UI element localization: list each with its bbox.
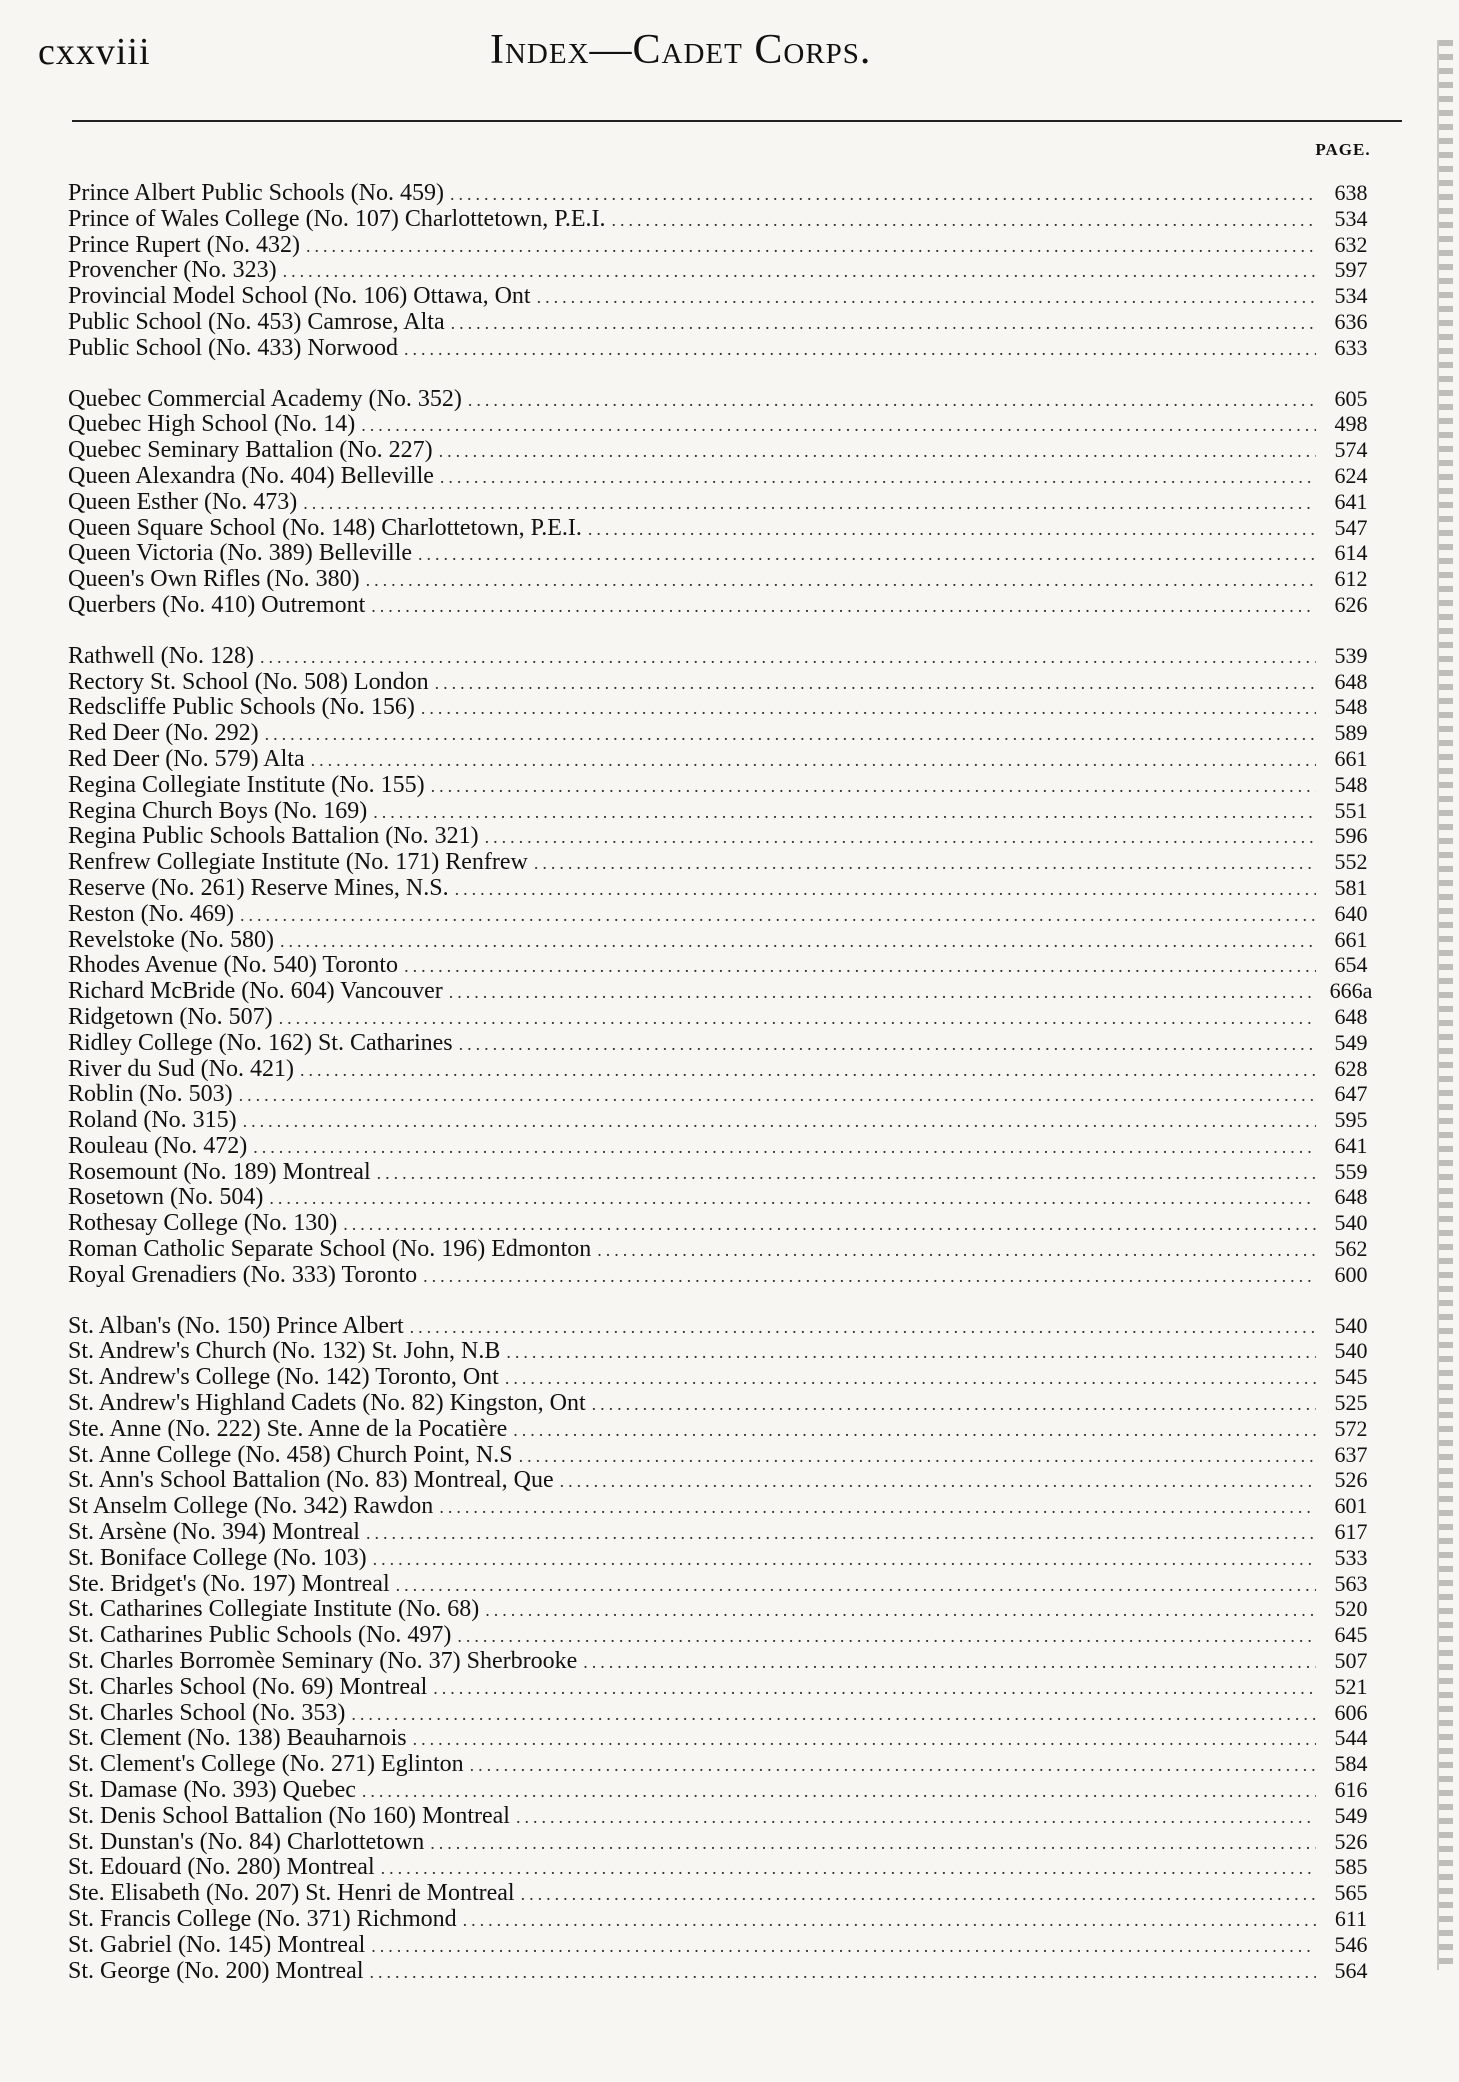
entry-name: Rouleau (No. 472)	[68, 1132, 248, 1159]
dot-leader	[418, 542, 1316, 568]
entry-page-number: 600	[1334, 1261, 1368, 1287]
entry-page-number: 641	[1334, 488, 1368, 514]
index-entry	[68, 1184, 1380, 1210]
index-entry	[68, 849, 1380, 875]
dot-leader	[377, 1161, 1316, 1187]
dot-leader	[269, 1186, 1316, 1212]
dot-leader	[243, 1109, 1316, 1135]
index-entry	[68, 283, 1380, 309]
entry-name: Ste. Elisabeth (No. 207) St. Henri de Montreal	[68, 1880, 515, 1907]
dot-leader	[430, 1831, 1316, 1857]
page-title: Index—Cadet Corps.	[490, 27, 872, 73]
dot-leader	[280, 929, 1316, 955]
entry-name: Revelstoke (No. 580)	[68, 926, 274, 953]
entry-page-number: 641	[1334, 1132, 1368, 1158]
dot-leader	[283, 259, 1316, 285]
entry-page-number: 636	[1334, 308, 1368, 334]
dot-leader	[505, 1366, 1316, 1392]
entry-name: Querbers (No. 410) Outremont	[68, 591, 366, 618]
entry-page-number: 574	[1334, 437, 1368, 463]
entry-name: Rothesay College (No. 130)	[68, 1210, 338, 1237]
entry-name: St. Edouard (No. 280) Montreal	[68, 1854, 375, 1881]
index-entry	[68, 1571, 1380, 1597]
entry-name: Queen Square School (No. 148) Charlottetown, P.E.I.	[68, 514, 582, 541]
index-entry	[68, 875, 1380, 901]
index-entry	[68, 1210, 1380, 1236]
index-group	[68, 386, 1380, 618]
entry-page-number: 559	[1334, 1158, 1368, 1184]
entry-name: Regina Church Boys (No. 169)	[68, 797, 368, 824]
entry-page-number: 611	[1334, 1906, 1368, 1931]
dot-leader	[449, 980, 1316, 1006]
entry-page-number: 595	[1334, 1107, 1368, 1133]
entry-page-number: 589	[1334, 720, 1368, 746]
dot-leader	[370, 1960, 1317, 1986]
dot-leader	[583, 1650, 1316, 1676]
entry-page-number: 565	[1334, 1880, 1368, 1906]
entry-name: Rectory St. School (No. 508) London	[68, 668, 429, 695]
entry-page-number: 507	[1334, 1648, 1368, 1674]
entry-page-number: 585	[1334, 1854, 1368, 1880]
entry-name: Red Deer (No. 579) Alta	[68, 745, 305, 772]
entry-name: Provencher (No. 323)	[68, 257, 277, 284]
entry-name: Public School (No. 433) Norwood	[68, 334, 398, 361]
entry-page-number: 637	[1334, 1441, 1368, 1467]
index-entry	[68, 746, 1380, 772]
page-header	[0, 22, 1459, 82]
index-entry	[68, 1803, 1380, 1829]
dot-leader	[439, 1495, 1316, 1521]
index-entry	[68, 772, 1380, 798]
index-entry	[68, 1416, 1380, 1442]
index-entry	[68, 1467, 1380, 1493]
page-column-label: PAGE.	[1315, 140, 1371, 159]
index-entry	[68, 1829, 1380, 1855]
entry-page-number: 648	[1334, 1003, 1368, 1029]
dot-leader	[440, 465, 1316, 491]
dot-leader	[381, 1856, 1316, 1882]
dot-leader	[485, 825, 1316, 851]
index-entry	[68, 1932, 1380, 1958]
dot-leader	[371, 1934, 1316, 1960]
index-entry	[68, 180, 1380, 206]
index-entry	[68, 1545, 1380, 1571]
entry-name: St. Andrew's Church (No. 132) St. John, N.B	[68, 1338, 501, 1365]
entry-page-number: 549	[1334, 1029, 1368, 1055]
dot-leader	[439, 439, 1316, 465]
index-entry	[68, 1133, 1380, 1159]
index-entry	[68, 1493, 1380, 1519]
entry-name: St. Denis School Battalion (No 160) Montreal	[68, 1802, 510, 1829]
entry-name: Rhodes Avenue (No. 540) Toronto	[68, 952, 399, 979]
dot-leader	[311, 748, 1316, 774]
index-entry	[68, 669, 1380, 695]
dot-leader	[519, 1444, 1316, 1470]
dot-leader	[373, 1547, 1316, 1573]
entry-name: Queen Esther (No. 473)	[68, 488, 298, 515]
entry-page-number: 548	[1334, 771, 1368, 797]
entry-page-number: 545	[1334, 1364, 1368, 1390]
entry-page-number: 526	[1334, 1467, 1368, 1493]
entry-page-number: 612	[1334, 566, 1368, 592]
entry-name: St. George (No. 200) Montreal	[68, 1957, 364, 1984]
entry-page-number: 546	[1334, 1931, 1368, 1957]
entry-name: St. Ann's School Battalion (No. 83) Montreal, Que	[68, 1467, 554, 1494]
dot-leader	[451, 311, 1316, 337]
index-entry	[68, 566, 1380, 592]
entry-page-number: 638	[1334, 180, 1368, 205]
index-entry	[68, 901, 1380, 927]
index-entry	[68, 1622, 1380, 1648]
dot-leader	[592, 1392, 1316, 1418]
entry-name: Prince of Wales College (No. 107) Charlottetown, P.E.I.	[68, 205, 606, 232]
index-entry	[68, 489, 1380, 515]
book-edge	[1437, 40, 1453, 1970]
entry-name: Reserve (No. 261) Reserve Mines, N.S.	[68, 874, 449, 901]
index-entry	[68, 592, 1380, 618]
entry-page-number: 564	[1334, 1957, 1368, 1983]
entry-page-number: 640	[1334, 900, 1368, 926]
entry-name: St. Charles School (No. 353)	[68, 1699, 346, 1726]
entry-page-number: 540	[1334, 1312, 1368, 1338]
dot-leader	[361, 413, 1316, 439]
entry-page-number: 562	[1334, 1236, 1368, 1262]
dot-leader	[371, 594, 1316, 620]
entry-name: St. Andrew's College (No. 142) Toronto, Ont	[68, 1364, 499, 1391]
entry-page-number: 606	[1334, 1699, 1368, 1725]
entry-name: St. Arsène (No. 394) Montreal	[68, 1519, 360, 1546]
entry-page-number: 648	[1334, 668, 1368, 694]
index-entry	[68, 798, 1380, 824]
entry-page-number: 584	[1334, 1751, 1368, 1777]
index-entry	[68, 1854, 1380, 1880]
index-entry	[68, 1906, 1380, 1932]
dot-leader	[485, 1598, 1316, 1624]
entry-page-number: 626	[1334, 591, 1368, 617]
index-entry	[68, 309, 1380, 335]
entry-page-number: 498	[1334, 411, 1368, 437]
entry-name: St. Charles School (No. 69) Montreal	[68, 1673, 428, 1700]
index-entry	[68, 1107, 1380, 1133]
header-rule	[72, 120, 1402, 122]
dot-leader	[612, 208, 1316, 234]
entry-name: St. Dunstan's (No. 84) Charlottetown	[68, 1828, 425, 1855]
dot-leader	[265, 722, 1316, 748]
index-entry	[68, 1725, 1380, 1751]
entry-page-number: 624	[1334, 462, 1368, 488]
entry-page-number: 601	[1334, 1493, 1368, 1519]
index-entry	[68, 1674, 1380, 1700]
index-entry	[68, 1159, 1380, 1185]
entry-page-number: 547	[1334, 514, 1368, 540]
entry-page-number: 540	[1334, 1210, 1368, 1236]
index-group	[68, 180, 1380, 361]
entry-page-number: 534	[1334, 283, 1368, 309]
index-entry	[68, 1364, 1380, 1390]
entry-page-number: 648	[1334, 1184, 1368, 1210]
index-entry	[68, 952, 1380, 978]
index-entry	[68, 1442, 1380, 1468]
index-entry	[68, 1700, 1380, 1726]
entry-name: Redscliffe Public Schools (No. 156)	[68, 694, 415, 721]
dot-leader	[260, 645, 1316, 671]
index-entry	[68, 1390, 1380, 1416]
entry-name: Rosemount (No. 189) Montreal	[68, 1158, 371, 1185]
entry-name: Roblin (No. 503)	[68, 1081, 233, 1108]
entry-name: St. Damase (No. 393) Quebec	[68, 1777, 356, 1804]
entry-name: Public School (No. 453) Camrose, Alta	[68, 308, 445, 335]
dot-leader	[513, 1418, 1316, 1444]
dot-leader	[521, 1882, 1316, 1908]
entry-page-number: 544	[1334, 1725, 1368, 1751]
index-entry	[68, 1596, 1380, 1622]
entry-name: St. Catharines Public Schools (No. 497)	[68, 1622, 452, 1649]
dot-leader	[506, 1340, 1316, 1366]
entry-page-number: 552	[1334, 849, 1368, 875]
index-entry	[68, 1030, 1380, 1056]
index-group	[68, 1313, 1380, 1984]
page-number: cxxviii	[38, 31, 151, 73]
entry-name: St Anselm College (No. 342) Rawdon	[68, 1493, 434, 1520]
entry-name: St. Clement's College (No. 271) Eglinton	[68, 1751, 464, 1778]
index-entry	[68, 1958, 1380, 1984]
index-entry	[68, 1236, 1380, 1262]
entry-page-number: 548	[1334, 694, 1368, 720]
dot-leader	[362, 1779, 1316, 1805]
index-entry	[68, 437, 1380, 463]
dot-leader	[516, 1805, 1316, 1831]
entry-name: Renfrew Collegiate Institute (No. 171) Renfrew	[68, 849, 528, 876]
entry-name: St. Boniface College (No. 103)	[68, 1544, 367, 1571]
entry-name: Ste. Bridget's (No. 197) Montreal	[68, 1570, 390, 1597]
entry-name: St. Catharines Collegiate Institute (No. 68)	[68, 1596, 480, 1623]
entry-name: St. Alban's (No. 150) Prince Albert	[68, 1312, 404, 1339]
entry-name: Roland (No. 315)	[68, 1107, 237, 1134]
entry-name: Ste. Anne (No. 222) Ste. Anne de la Pocatière	[68, 1415, 508, 1442]
index-entry	[68, 1751, 1380, 1777]
entry-page-number: 614	[1334, 540, 1368, 566]
dot-leader	[435, 671, 1316, 697]
dot-leader	[343, 1212, 1316, 1238]
index-entry	[68, 386, 1380, 412]
entry-page-number: 647	[1334, 1081, 1368, 1107]
dot-leader	[537, 285, 1316, 311]
entry-page-number: 666a	[1329, 978, 1373, 1004]
index-entry	[68, 335, 1380, 361]
index-entry	[68, 232, 1380, 258]
entry-page-number: 632	[1334, 231, 1368, 257]
dot-leader	[239, 1083, 1316, 1109]
entry-name: Queen Alexandra (No. 404) Belleville	[68, 462, 434, 489]
dot-leader	[468, 388, 1316, 414]
entry-page-number: 539	[1334, 642, 1368, 668]
entry-name: Regina Public Schools Battalion (No. 321)	[68, 823, 479, 850]
entry-page-number: 525	[1334, 1390, 1368, 1416]
dot-leader	[455, 877, 1316, 903]
dot-leader	[410, 1315, 1316, 1341]
index-entries	[68, 180, 1380, 2008]
entry-page-number: 534	[1334, 205, 1368, 231]
entry-page-number: 533	[1334, 1544, 1368, 1570]
entry-name: Prince Rupert (No. 432)	[68, 231, 300, 258]
dot-leader	[450, 182, 1316, 208]
dot-leader	[588, 517, 1316, 543]
entry-page-number: 645	[1334, 1622, 1368, 1648]
entry-page-number: 551	[1334, 797, 1368, 823]
entry-page-number: 654	[1334, 952, 1368, 978]
entry-name: Ridley College (No. 162) St. Catharines	[68, 1029, 453, 1056]
index-entry	[68, 1081, 1380, 1107]
entry-name: St. Clement (No. 138) Beauharnois	[68, 1725, 407, 1752]
entry-page-number: 581	[1334, 874, 1368, 900]
dot-leader	[404, 337, 1316, 363]
index-entry	[68, 643, 1380, 669]
index-entry	[68, 411, 1380, 437]
dot-leader	[396, 1573, 1316, 1599]
entry-name: Queen's Own Rifles (No. 380)	[68, 566, 360, 593]
entry-page-number: 597	[1334, 257, 1368, 283]
entry-page-number: 520	[1334, 1596, 1368, 1622]
index-entry	[68, 927, 1380, 953]
entry-name: Queen Victoria (No. 389) Belleville	[68, 540, 413, 567]
entry-name: Royal Grenadiers (No. 333) Toronto	[68, 1261, 418, 1288]
dot-leader	[459, 1032, 1316, 1058]
dot-leader	[413, 1727, 1316, 1753]
entry-page-number: 563	[1334, 1570, 1368, 1596]
index-entry	[68, 1519, 1380, 1545]
dot-leader	[433, 1676, 1316, 1702]
dot-leader	[431, 774, 1316, 800]
dot-leader	[423, 1264, 1316, 1290]
index-entry	[68, 1313, 1380, 1339]
entry-page-number: 628	[1334, 1055, 1368, 1081]
dot-leader	[300, 1058, 1316, 1084]
entry-page-number: 521	[1334, 1673, 1368, 1699]
entry-name: Quebec High School (No. 14)	[68, 411, 356, 438]
dot-leader	[366, 1521, 1316, 1547]
entry-name: Quebec Commercial Academy (No. 352)	[68, 385, 462, 412]
entry-name: Reston (No. 469)	[68, 900, 234, 927]
entry-page-number: 633	[1334, 334, 1368, 360]
entry-page-number: 617	[1334, 1519, 1368, 1545]
entry-name: St. Gabriel (No. 145) Montreal	[68, 1931, 366, 1958]
entry-name: Roman Catholic Separate School (No. 196) Edmonton	[68, 1236, 592, 1263]
entry-name: Regina Collegiate Institute (No. 155)	[68, 771, 425, 798]
index-entry	[68, 206, 1380, 232]
dot-leader	[373, 800, 1316, 826]
dot-leader	[470, 1753, 1316, 1779]
entry-page-number: 540	[1334, 1338, 1368, 1364]
dot-leader	[597, 1238, 1316, 1264]
index-entry	[68, 720, 1380, 746]
dot-leader	[240, 903, 1316, 929]
index-entry	[68, 823, 1380, 849]
index-entry	[68, 540, 1380, 566]
index-entry	[68, 515, 1380, 541]
entry-page-number: 526	[1334, 1828, 1368, 1854]
entry-name: Rathwell (No. 128)	[68, 642, 254, 669]
dot-leader	[534, 851, 1316, 877]
index-entry	[68, 257, 1380, 283]
entry-name: Rosetown (No. 504)	[68, 1184, 264, 1211]
entry-name: Red Deer (No. 292)	[68, 720, 259, 747]
entry-name: St. Andrew's Highland Cadets (No. 82) Kingston, Ont	[68, 1390, 586, 1417]
index-entry	[68, 1338, 1380, 1364]
index-entry	[68, 463, 1380, 489]
entry-name: Provincial Model School (No. 106) Ottawa, Ont	[68, 283, 531, 310]
entry-name: Ridgetown (No. 507)	[68, 1003, 273, 1030]
index-entry	[68, 1056, 1380, 1082]
entry-page-number: 661	[1334, 745, 1368, 771]
dot-leader	[306, 234, 1316, 260]
dot-leader	[351, 1702, 1316, 1728]
dot-leader	[457, 1624, 1316, 1650]
dot-leader	[253, 1135, 1316, 1161]
dot-leader	[421, 696, 1316, 722]
index-group	[68, 643, 1380, 1288]
entry-page-number: 616	[1334, 1777, 1368, 1803]
index-entry	[68, 1880, 1380, 1906]
entry-name: St. Charles Borromèe Seminary (No. 37) Sherbrooke	[68, 1648, 578, 1675]
dot-leader	[404, 954, 1316, 980]
dot-leader	[303, 491, 1316, 517]
entry-name: St. Francis College (No. 371) Richmond	[68, 1906, 457, 1932]
entry-page-number: 549	[1334, 1802, 1368, 1828]
entry-name: Richard McBride (No. 604) Vancouver	[68, 978, 443, 1005]
index-entry	[68, 1004, 1380, 1030]
entry-page-number: 596	[1334, 823, 1368, 849]
dot-leader	[279, 1006, 1316, 1032]
entry-page-number: 572	[1334, 1415, 1368, 1441]
index-entry	[68, 694, 1380, 720]
entry-name: St. Anne College (No. 458) Church Point, N.S	[68, 1441, 513, 1468]
index-entry	[68, 1262, 1380, 1288]
dot-leader	[560, 1469, 1316, 1495]
index-entry	[68, 1648, 1380, 1674]
index-entry	[68, 1777, 1380, 1803]
dot-leader	[366, 568, 1316, 594]
entry-name: Quebec Seminary Battalion (No. 227)	[68, 437, 433, 464]
index-entry	[68, 978, 1380, 1004]
entry-page-number: 605	[1334, 385, 1368, 411]
dot-leader	[463, 1908, 1316, 1934]
entry-name: Prince Albert Public Schools (No. 459)	[68, 180, 444, 206]
entry-page-number: 661	[1334, 926, 1368, 952]
entry-name: River du Sud (No. 421)	[68, 1055, 294, 1082]
